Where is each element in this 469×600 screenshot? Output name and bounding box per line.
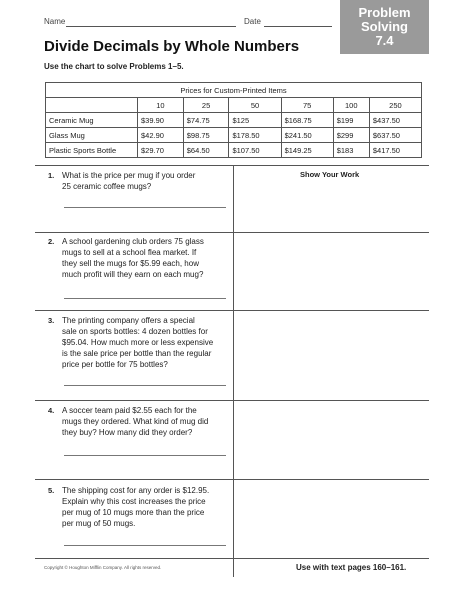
problem-5-line: per mug of 50 mugs. <box>62 519 136 528</box>
table-cell: $241.50 <box>281 128 333 143</box>
problem-2-line: they sell the mugs for $5.99 each, how <box>62 259 199 268</box>
table-cell: $168.75 <box>281 113 333 128</box>
table-cell: $98.75 <box>183 128 229 143</box>
problem-5-line: Explain why this cost increases the price <box>62 497 206 506</box>
problem-1-answer-line[interactable] <box>64 207 226 208</box>
section-divider <box>35 165 429 166</box>
problem-3-line: $95.04. How much more or less expensive <box>62 338 214 347</box>
problem-2-answer-line[interactable] <box>64 298 226 299</box>
problem-3-line: is the sale price per bottle than the regular <box>62 349 212 358</box>
section-divider <box>35 558 429 559</box>
row-item: Ceramic Mug <box>46 113 138 128</box>
show-your-work-label: Show Your Work <box>300 170 360 179</box>
problem-1-number: 1. <box>48 171 55 180</box>
problem-3-line: sale on sports bottles: 4 dozen bottles for <box>62 327 208 336</box>
instructions: Use the chart to solve Problems 1–5. <box>44 62 184 71</box>
table-header-250: 250 <box>369 98 421 113</box>
table-cell: $74.75 <box>183 113 229 128</box>
problem-4-line: they buy? How many did they order? <box>62 428 193 437</box>
table-cell: $637.50 <box>369 128 421 143</box>
table-header-row <box>46 98 422 113</box>
table-header-10: 10 <box>138 98 184 113</box>
badge-line-1: Problem <box>358 5 411 20</box>
problem-solving-badge <box>340 0 429 54</box>
work-column-divider <box>233 165 234 577</box>
problem-1-line: 25 ceramic coffee mugs? <box>62 182 152 191</box>
problem-4-line: mugs they ordered. What kind of mug did <box>62 417 209 426</box>
problem-2-number: 2. <box>48 237 55 246</box>
table-cell: $107.50 <box>229 143 281 158</box>
name-label: Name <box>44 17 66 26</box>
problem-5-text <box>62 485 232 529</box>
table-caption: Prices for Custom-Printed Items <box>46 83 422 98</box>
problem-5-answer-line[interactable] <box>64 545 226 546</box>
problem-1-line: What is the price per mug if you order <box>62 171 196 180</box>
badge-line-2: Solving <box>361 19 408 34</box>
problem-2-text <box>62 236 232 280</box>
problem-4-answer-line[interactable] <box>64 455 226 456</box>
table-cell: $299 <box>333 128 369 143</box>
section-divider <box>35 400 429 401</box>
table-header-50: 50 <box>229 98 281 113</box>
table-header-25: 25 <box>183 98 229 113</box>
date-line <box>264 26 332 27</box>
text-pages-reference: Use with text pages 160–161. <box>296 563 407 572</box>
page-title: Divide Decimals by Whole Numbers <box>44 38 300 55</box>
table-header-blank <box>46 98 138 113</box>
problem-3-line: The printing company offers a special <box>62 316 195 325</box>
table-cell: $199 <box>333 113 369 128</box>
section-divider <box>35 479 429 480</box>
table-cell: $42.90 <box>138 128 184 143</box>
table-row <box>46 113 422 128</box>
table-cell: $417.50 <box>369 143 421 158</box>
table-cell: $64.50 <box>183 143 229 158</box>
problem-5-line: The shipping cost for any order is $12.95. <box>62 486 210 495</box>
table-row <box>46 143 422 158</box>
table-cell: $39.90 <box>138 113 184 128</box>
table-cell: $29.70 <box>138 143 184 158</box>
table-cell: $125 <box>229 113 281 128</box>
table-header-75: 75 <box>281 98 333 113</box>
problem-5-line: per mug of 10 mugs more than the price <box>62 508 205 517</box>
table-row <box>46 128 422 143</box>
problem-2-line: much profit will they earn on each mug? <box>62 270 204 279</box>
table-header-100: 100 <box>333 98 369 113</box>
problem-3-number: 3. <box>48 316 55 325</box>
table-cell: $178.50 <box>229 128 281 143</box>
copyright-text: Copyright © Houghton Mifflin Company. All rights reserved. <box>44 565 162 570</box>
section-divider <box>35 310 429 311</box>
prices-table <box>45 82 422 158</box>
problem-3-line: price per bottle for 75 bottles? <box>62 360 168 369</box>
table-cell: $183 <box>333 143 369 158</box>
problem-4-line: A soccer team paid $2.55 each for the <box>62 406 197 415</box>
row-item: Plastic Sports Bottle <box>46 143 138 158</box>
problem-3-answer-line[interactable] <box>64 385 226 386</box>
problem-5-number: 5. <box>48 486 55 495</box>
table-cell: $149.25 <box>281 143 333 158</box>
problem-1-text <box>62 170 232 192</box>
problem-4-number: 4. <box>48 406 55 415</box>
row-item: Glass Mug <box>46 128 138 143</box>
problem-2-line: A school gardening club orders 75 glass <box>62 237 204 246</box>
name-line <box>66 26 236 27</box>
problem-2-line: mugs to sell at a school flea market. If <box>62 248 197 257</box>
date-label: Date <box>244 17 261 26</box>
table-caption-row <box>46 83 422 98</box>
badge-line-3: 7.4 <box>375 33 394 48</box>
section-divider <box>35 232 429 233</box>
problem-3-text <box>62 315 232 370</box>
problem-4-text <box>62 405 232 438</box>
table-cell: $437.50 <box>369 113 421 128</box>
